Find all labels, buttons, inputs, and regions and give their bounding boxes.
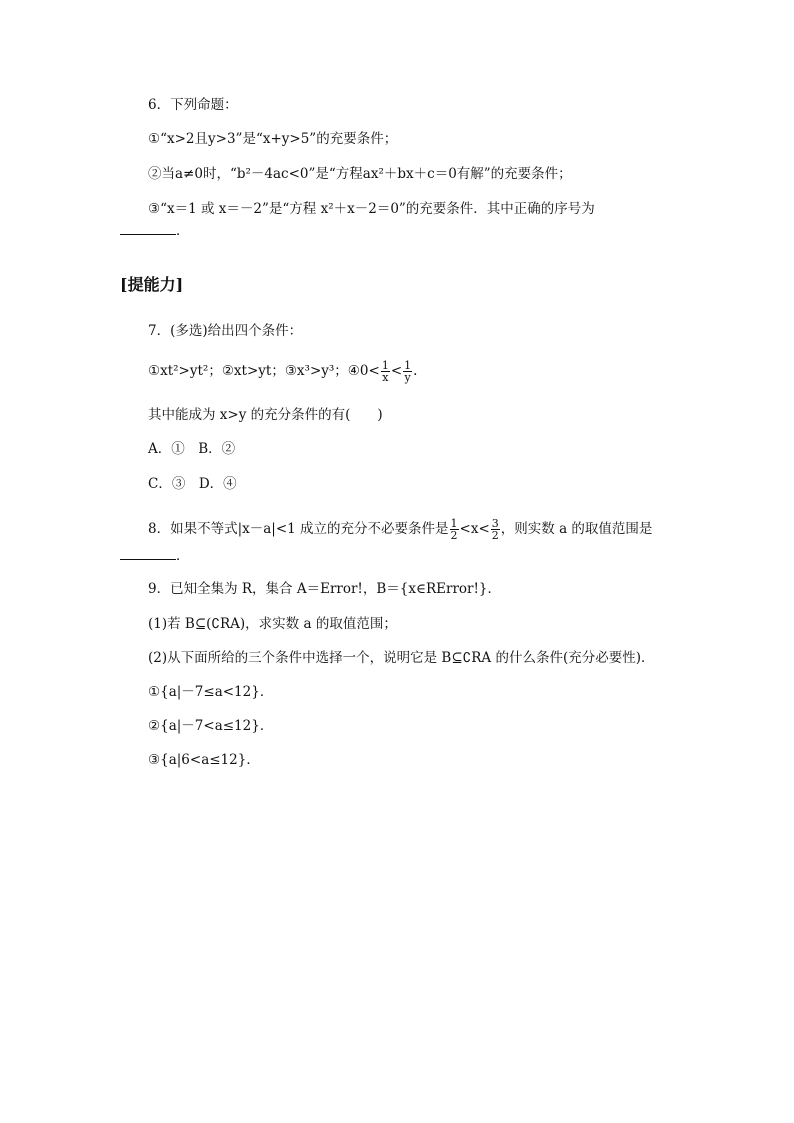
q9-part-1: (1)若 B⊆(∁RA)，求实数 a 的取值范围； — [148, 616, 397, 632]
section-heading: [提能力] — [120, 275, 184, 294]
q9-option-3: ③{a|6<a≤12}． — [148, 752, 260, 768]
q8-line — [148, 518, 652, 541]
q8-tail: ． — [176, 548, 190, 564]
q7-conditions — [148, 360, 417, 383]
q8-suffix: ，则实数 a 的取值范围是 — [500, 521, 653, 537]
q9-option-1: ①{a|－7≤a<12}． — [148, 684, 274, 700]
q8-middle: <x< — [459, 521, 490, 537]
less-than: < — [390, 363, 403, 379]
q6-item-3: ③“x＝1 或 x＝－2”是“方程 x²＋x－2＝0”的充要条件．其中正确的序号为 — [148, 201, 595, 217]
q6-answer-line — [120, 222, 190, 240]
q7-conditions-prefix: ①xt²>yt²；②xt>yt；③x³>y³；④0< — [148, 363, 380, 379]
q6-tail: ． — [176, 223, 190, 239]
answer-blank[interactable] — [120, 222, 176, 235]
q9-option-2: ②{a|－7<a≤12}． — [148, 718, 274, 734]
fraction-denominator: x — [382, 371, 389, 384]
fraction-denominator: y — [404, 371, 411, 384]
q6-title: 6．下列命题： — [148, 97, 238, 113]
q9-title: 9．已知全集为 R，集合 A＝Error!，B＝{x∈RError!}． — [148, 581, 501, 597]
q8-prefix: 8．如果不等式|x－a|<1 成立的充分不必要条件是 — [148, 521, 449, 537]
q7-question: 其中能成为 x>y 的充分条件的有( ) — [148, 407, 383, 423]
q7-options-row-2[interactable]: C．③ D．④ — [148, 476, 237, 492]
fraction-numerator: 1 — [381, 359, 389, 372]
fraction-denominator: 2 — [450, 529, 458, 542]
q7-title: 7．(多选)给出四个条件： — [148, 323, 303, 339]
q9-part-2: (2)从下面所给的三个条件中选择一个，说明它是 B⊆∁RA 的什么条件(充分必要性)． — [148, 650, 655, 666]
fraction-3-over-2 — [491, 518, 500, 541]
q8-answer-line — [120, 547, 190, 565]
fraction-numerator: 1 — [450, 517, 458, 530]
fraction-1-over-y — [403, 360, 412, 383]
fraction-1-over-2 — [450, 518, 459, 541]
answer-blank[interactable] — [120, 547, 176, 560]
q6-item-1: ①“x>2且y>3”是“x+y>5”的充要条件； — [148, 131, 398, 147]
q7-conditions-suffix: . — [413, 363, 418, 379]
fraction-numerator: 1 — [404, 359, 412, 372]
fraction-numerator: 3 — [491, 517, 499, 530]
q6-item-2: ②当a≠0时，“b²－4ac<0”是“方程ax²＋bx＋c＝0有解”的充要条件； — [148, 166, 572, 182]
fraction-denominator: 2 — [491, 529, 499, 542]
q7-options-row-1[interactable]: A．① B．② — [148, 441, 236, 457]
fraction-1-over-x — [381, 360, 390, 383]
